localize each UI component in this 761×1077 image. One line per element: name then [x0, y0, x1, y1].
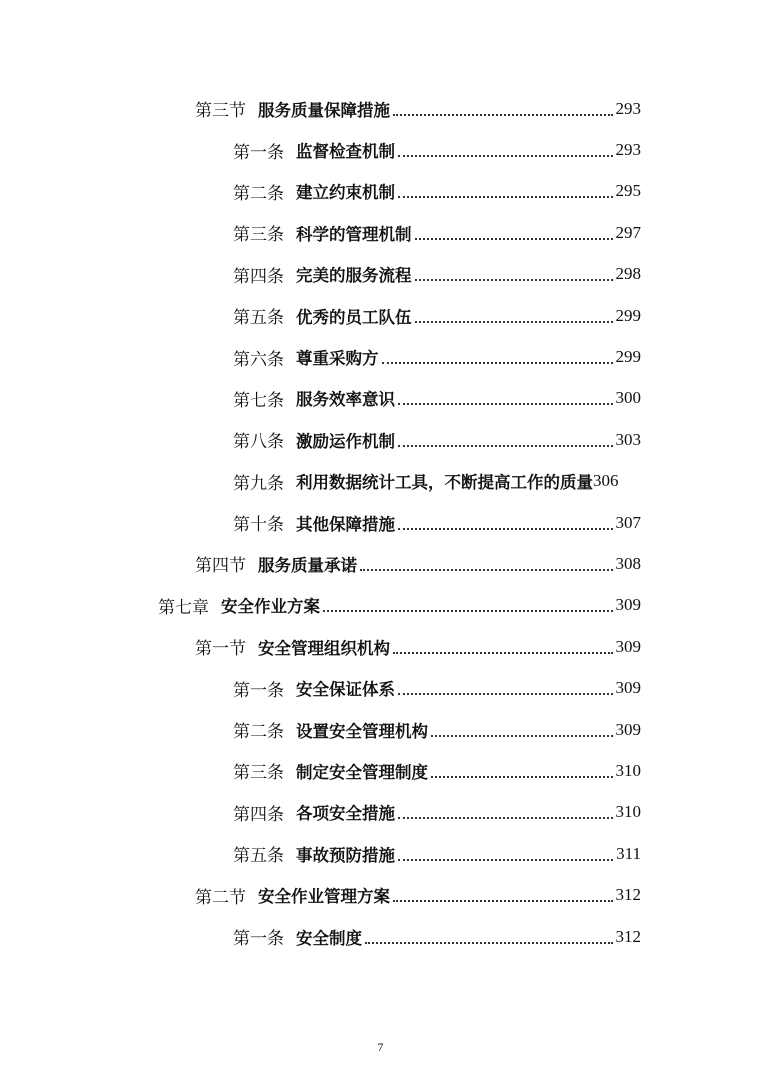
toc-entry-title: 安全作业方案 — [221, 597, 320, 617]
toc-entry-title: 科学的管理机制 — [296, 224, 412, 244]
toc-entry-number: 第一条 — [233, 929, 284, 949]
toc-entry-title: 服务质量承诺 — [258, 555, 357, 575]
toc-entry-number: 第四条 — [233, 804, 284, 825]
toc-entry-page: 298 — [615, 264, 641, 284]
toc-entry-number: 第五条 — [233, 308, 284, 329]
toc-entry-title: 服务质量保障措施 — [258, 100, 390, 120]
toc-entry-number: 第四节 — [195, 556, 246, 577]
toc-entry-number: 第一节 — [195, 639, 246, 660]
toc-entry-number: 第二节 — [195, 887, 246, 908]
toc-entry-title: 其他保障措施 — [296, 514, 395, 534]
toc-entry[interactable] — [0, 88, 761, 129]
toc-leader-dots — [382, 362, 613, 364]
toc-entry-title: 设置安全管理机构 — [296, 721, 428, 741]
toc-entry[interactable] — [0, 667, 761, 708]
toc-entry-number: 第一条 — [233, 680, 284, 701]
toc-entry-number: 第七条 — [233, 390, 284, 411]
toc-entry[interactable] — [0, 792, 761, 833]
toc-entry-number: 第二条 — [233, 722, 284, 743]
toc-entry-number: 第三条 — [233, 763, 284, 784]
toc-entry-number: 第五条 — [233, 846, 284, 867]
toc-leader-dots — [415, 321, 613, 323]
toc-entry-number: 第一条 — [233, 142, 284, 163]
toc-entry[interactable] — [0, 254, 761, 295]
toc-entry[interactable] — [0, 171, 761, 212]
toc-entry-title: 安全制度 — [296, 928, 362, 948]
toc-entry[interactable] — [0, 129, 761, 170]
table-of-contents — [0, 88, 761, 957]
toc-entry-page: 307 — [615, 512, 641, 532]
toc-entry-page: 309 — [615, 719, 641, 739]
toc-entry-page: 303 — [615, 429, 641, 449]
toc-entry[interactable] — [0, 916, 761, 957]
toc-entry-title: 利用数据统计工具，不断提高工作的质量 — [296, 473, 593, 493]
toc-entry-page: 300 — [615, 388, 641, 408]
toc-leader-dots — [398, 528, 613, 530]
toc-leader-dots — [431, 776, 613, 778]
toc-entry[interactable] — [0, 378, 761, 419]
toc-leader-dots — [415, 238, 613, 240]
toc-entry-page: 310 — [615, 802, 641, 822]
toc-entry-page: 309 — [615, 636, 641, 656]
toc-entry[interactable] — [0, 295, 761, 336]
toc-entry-page: 309 — [615, 678, 641, 698]
toc-entry[interactable] — [0, 750, 761, 791]
toc-entry-page: 312 — [615, 926, 641, 946]
toc-entry[interactable] — [0, 585, 761, 626]
toc-entry-page: 309 — [615, 595, 641, 615]
toc-leader-dots — [398, 445, 613, 447]
page-number: 7 — [377, 1040, 384, 1054]
toc-entry-page: 295 — [615, 181, 641, 201]
toc-leader-dots — [398, 403, 613, 405]
toc-entry-page: 308 — [615, 553, 641, 573]
toc-leader-dots — [398, 155, 613, 157]
toc-entry-page: 299 — [615, 305, 641, 325]
toc-entry-page: 293 — [615, 98, 641, 118]
toc-leader-dots — [365, 942, 613, 944]
toc-entry-page: 293 — [615, 140, 641, 160]
toc-entry-title: 完美的服务流程 — [296, 266, 412, 286]
toc-leader-dots — [398, 817, 613, 819]
toc-leader-dots — [360, 569, 613, 571]
toc-leader-dots — [393, 114, 613, 116]
toc-entry-page: 306 — [593, 471, 619, 491]
toc-entry[interactable] — [0, 626, 761, 667]
toc-leader-dots — [398, 859, 613, 861]
toc-entry-title: 安全作业管理方案 — [258, 887, 390, 907]
toc-entry-number: 第三节 — [195, 101, 246, 122]
toc-leader-dots — [393, 900, 613, 902]
toc-entry-title: 制定安全管理制度 — [296, 762, 428, 782]
toc-entry[interactable] — [0, 709, 761, 750]
toc-entry[interactable] — [0, 419, 761, 460]
toc-entry-page: 312 — [615, 885, 641, 905]
toc-entry-number: 第三条 — [233, 225, 284, 246]
toc-leader-dots — [393, 652, 613, 654]
toc-entry-title: 事故预防措施 — [296, 845, 395, 865]
toc-entry[interactable] — [0, 833, 761, 874]
toc-entry-number: 第十条 — [233, 515, 284, 536]
toc-entry[interactable] — [0, 874, 761, 915]
toc-entry-page: 311 — [616, 843, 641, 863]
toc-entry-number: 第六条 — [233, 349, 284, 370]
toc-leader-dots — [323, 610, 613, 612]
toc-entry-page: 297 — [615, 222, 641, 242]
toc-entry-page: 310 — [615, 760, 641, 780]
toc-entry[interactable] — [0, 502, 761, 543]
toc-entry-title: 优秀的员工队伍 — [296, 307, 412, 327]
toc-leader-dots — [398, 196, 613, 198]
toc-entry-number: 第九条 — [233, 473, 284, 494]
toc-leader-dots — [431, 735, 613, 737]
toc-entry-number: 第八条 — [233, 432, 284, 453]
toc-entry-title: 服务效率意识 — [296, 390, 395, 410]
toc-entry[interactable] — [0, 461, 761, 502]
toc-entry-title: 安全管理组织机构 — [258, 638, 390, 658]
toc-leader-dots — [398, 693, 613, 695]
toc-entry-title: 建立约束机制 — [296, 183, 395, 203]
toc-entry-number: 第七章 — [158, 597, 209, 618]
toc-entry-number: 第四条 — [233, 266, 284, 287]
toc-entry-page: 299 — [615, 347, 641, 367]
toc-entry-title: 各项安全措施 — [296, 804, 395, 824]
toc-entry-title: 激励运作机制 — [296, 431, 395, 451]
toc-entry-number: 第二条 — [233, 183, 284, 204]
toc-entry-title: 安全保证体系 — [296, 680, 395, 700]
toc-entry-title: 监督检查机制 — [296, 142, 395, 162]
toc-entry[interactable] — [0, 212, 761, 253]
toc-entry[interactable] — [0, 543, 761, 584]
toc-entry[interactable] — [0, 336, 761, 377]
toc-entry-title: 尊重采购方 — [296, 349, 379, 369]
toc-leader-dots — [415, 279, 613, 281]
